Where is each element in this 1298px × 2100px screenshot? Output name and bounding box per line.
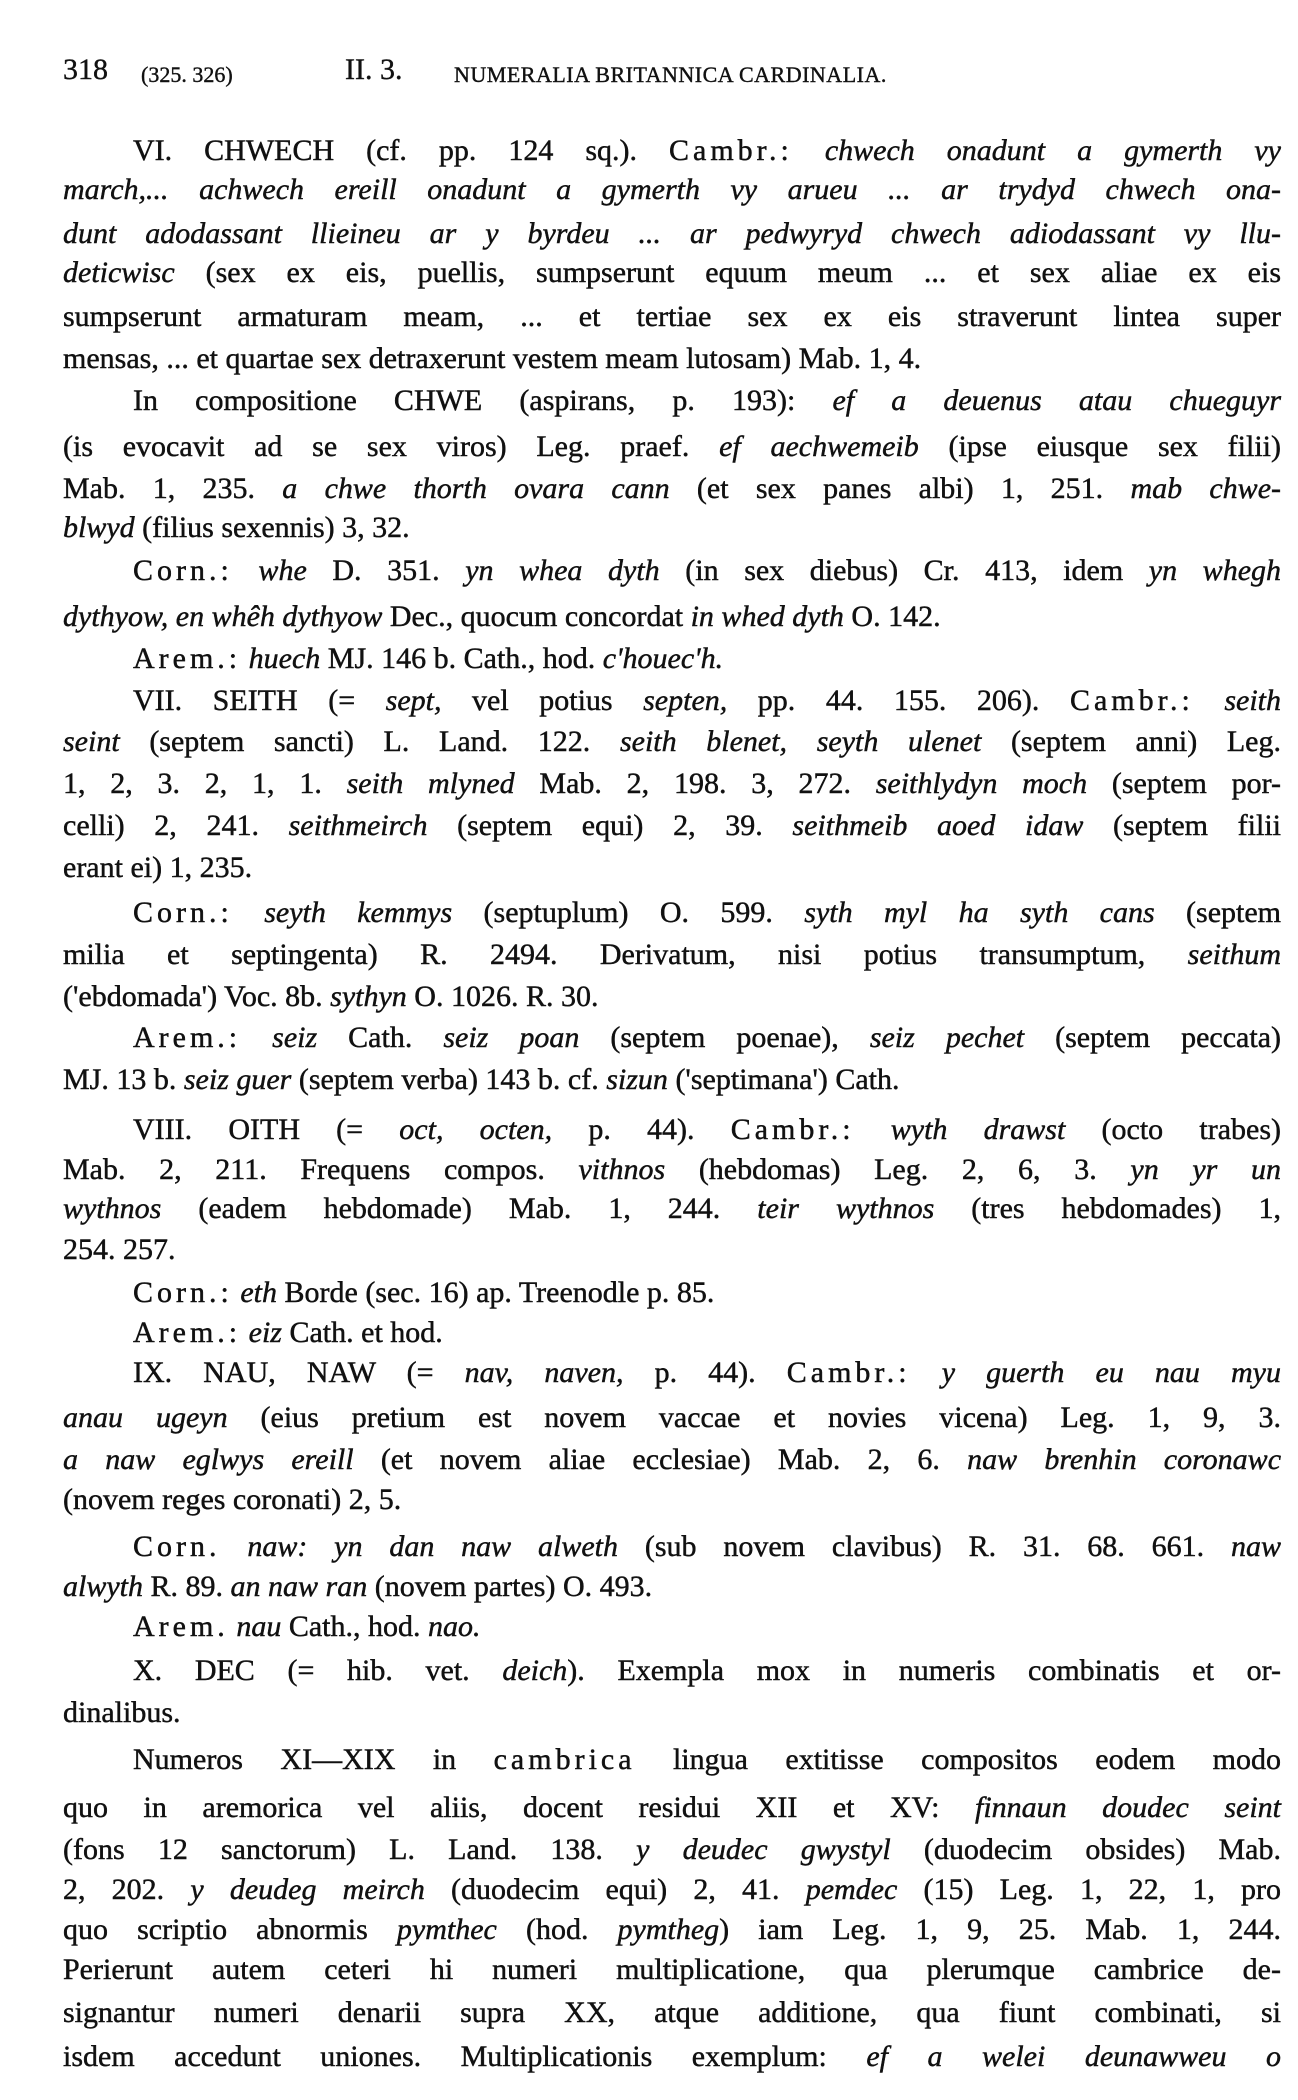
roman-text: erant ei) 1, 235. — [63, 851, 253, 884]
roman-text: ('ebdomada') Voc. 8b. — [63, 980, 331, 1013]
italic-text: in whed dyth — [690, 600, 844, 633]
italic-text: wyth drawst — [854, 1113, 1066, 1146]
roman-text: (15) Leg. 1, 22, 1, pro — [897, 1873, 1281, 1906]
text-line — [63, 253, 1281, 293]
italic-text: pymthec — [396, 1913, 497, 1946]
roman-text: (eadem hebdomade) Mab. 1, 244. — [161, 1192, 758, 1225]
italic-text: c'houec'h. — [602, 642, 724, 675]
roman-text: vel potius — [441, 684, 644, 717]
text-line — [133, 681, 1281, 721]
roman-text: O. 142. — [843, 600, 941, 633]
italic-text: finnaun doudec seint — [974, 1791, 1281, 1824]
text-line — [63, 1788, 1281, 1828]
italic-text: seith blenet, seyth ulenet — [619, 725, 982, 758]
text-line — [63, 508, 1281, 548]
roman-text: (septem filii — [1083, 809, 1281, 842]
text-line — [63, 1993, 1281, 2033]
text-line — [133, 1273, 1281, 1313]
italic-text: y guerth eu nau myu — [910, 1356, 1281, 1389]
roman-text: (septem poenae), — [579, 1021, 870, 1054]
italic-text: dunt adodassant llieineu ar y byrdeu ... ar pedwyryd chwech adiodassant vy llu- — [63, 217, 1281, 250]
section-number: II. 3. — [345, 53, 403, 86]
roman-text: ('septimana') Cath. — [667, 1063, 900, 1096]
text-line — [63, 1830, 1281, 1870]
roman-text: ) iam Leg. 1, 9, 25. Mab. 1, 244. — [719, 1913, 1281, 1946]
spaced-label: Corn. — [133, 1530, 221, 1563]
italic-text: oct, octen, — [399, 1113, 553, 1146]
text-line — [63, 722, 1281, 762]
italic-text: seyth kemmys — [232, 896, 453, 929]
roman-text: (septem equi) 2, 39. — [427, 809, 793, 842]
text-line — [63, 1693, 1281, 1733]
roman-text: D. 351. — [306, 554, 466, 587]
spaced-label: Cambr.: — [669, 134, 793, 167]
italic-text: chwech onadunt a gymerth vy — [792, 134, 1282, 167]
italic-text: seint — [63, 725, 120, 758]
roman-text: In compositione CHWE (aspirans, p. 193): — [133, 384, 833, 417]
text-line — [133, 381, 1281, 421]
text-line — [63, 848, 1281, 888]
roman-text: quo scriptio abnormis — [63, 1913, 397, 1946]
roman-text: (fons 12 sanctorum) L. Land. 138. — [63, 1833, 637, 1866]
italic-text: vithnos — [578, 1153, 666, 1186]
roman-text: (in sex diebus) Cr. 413, idem — [659, 554, 1149, 587]
text-line — [63, 170, 1281, 210]
roman-text: 254. 257. — [63, 1233, 176, 1266]
roman-text: O. 1026. R. 30. — [406, 980, 599, 1013]
italic-text: seithmeib aoed idaw — [792, 809, 1084, 842]
roman-text: MJ. 146 b. Cath., hod. — [320, 642, 603, 675]
roman-text: (septuplum) O. 599. — [452, 896, 805, 929]
roman-text: signantur numeri denarii supra XX, atque additione, qua fiunt combinati, si — [63, 1996, 1281, 2029]
italic-text: deich — [502, 1654, 568, 1687]
text-line — [63, 1440, 1281, 1480]
roman-text: (septem verba) 143 b. cf. — [291, 1063, 607, 1096]
roman-text: (sub novem clavibus) R. 31. 68. 661. — [618, 1530, 1231, 1563]
roman-text: (septem sancti) L. Land. 122. — [119, 725, 620, 758]
roman-text: (duodecim equi) 2, 41. — [424, 1873, 806, 1906]
text-line — [63, 977, 1281, 1017]
roman-text: (septem anni) Leg. — [981, 725, 1281, 758]
roman-text: sumpserunt armaturam meam, ... et tertiae sex ex eis straverunt lintea super — [63, 300, 1281, 333]
italic-text: seiz — [241, 1021, 318, 1054]
text-line — [63, 935, 1281, 975]
text-line — [63, 1567, 1281, 1607]
roman-text: mensas, ... et quartae sex detraxerunt vestem meam lutosam) Mab. 1, 4. — [63, 342, 922, 375]
roman-text: p. 44). — [552, 1113, 731, 1146]
text-line — [63, 1060, 1281, 1100]
roman-text: (hebdomas) Leg. 2, 6, 3. — [665, 1153, 1131, 1186]
text-line — [133, 1740, 1281, 1780]
roman-text: milia et septingenta) R. 2494. Derivatum, nisi potius transumptum, — [63, 938, 1188, 971]
text-line — [133, 1607, 1281, 1647]
italic-text: seith — [1193, 684, 1281, 717]
text-line — [63, 1910, 1281, 1950]
spaced-label: Corn.: — [133, 896, 233, 929]
roman-text: dinalibus. — [63, 1696, 181, 1729]
roman-text: R. 89. — [143, 1570, 231, 1603]
italic-text: seithlydyn moch — [875, 767, 1088, 800]
spaced-label: Arem.: — [133, 1316, 242, 1349]
roman-text: (filius sexennis) 3, 32. — [134, 511, 410, 544]
italic-text: pemdec — [805, 1873, 898, 1906]
roman-text: X. DEC (= hib. vet. — [133, 1654, 503, 1687]
spaced-label: Cambr.: — [786, 1356, 911, 1389]
italic-text: yn yr un — [1130, 1153, 1281, 1186]
original-page-reference: (325. 326) — [141, 62, 233, 87]
italic-text: y deudeg meirch — [190, 1873, 425, 1906]
italic-text: huech — [241, 642, 321, 675]
roman-text: 1, 2, 3. 2, 1, 1. — [63, 767, 347, 800]
italic-text: seithum — [1187, 938, 1281, 971]
text-line — [133, 639, 1281, 679]
italic-text: y deudec gwystyl — [636, 1833, 891, 1866]
italic-text: an naw ran — [230, 1570, 368, 1603]
roman-text: lingua extitisse compositos eodem modo — [635, 1743, 1281, 1776]
italic-text: blwyd — [63, 511, 135, 544]
roman-text: Mab. 2, 198. 3, 272. — [514, 767, 876, 800]
roman-text: (et novem aliae ecclesiae) Mab. 2, 6. — [353, 1443, 968, 1476]
spaced-label: Arem.: — [133, 1021, 242, 1054]
italic-text: ef a deuenus atau chueguyr — [832, 384, 1281, 417]
roman-text: Mab. 2, 211. Frequens compos. — [63, 1153, 579, 1186]
text-line — [133, 1651, 1281, 1691]
italic-text: ef a welei deunawweu o — [866, 2040, 1281, 2073]
italic-text: eth — [232, 1276, 277, 1309]
italic-text: march,... achwech ereill onadunt a gymerth vy arueu ... ar trydyd chwech ona- — [63, 173, 1281, 206]
page-number: 318 — [63, 53, 108, 86]
spaced-label: cambrica — [493, 1743, 636, 1776]
text-line — [63, 597, 1281, 637]
text-line — [133, 131, 1281, 171]
text-line — [133, 1527, 1281, 1567]
text-line — [133, 1018, 1281, 1058]
roman-text: (tres hebdomades) 1, — [934, 1192, 1281, 1225]
roman-text: 2, 202. — [63, 1873, 191, 1906]
italic-text: yn whea dyth — [465, 554, 660, 587]
italic-text: whe — [232, 554, 307, 587]
text-line — [63, 2037, 1281, 2077]
roman-text: VII. SEITH (= — [133, 684, 386, 717]
italic-text: syth myl ha syth cans — [804, 896, 1155, 929]
roman-text: p. 44). — [623, 1356, 787, 1389]
text-line — [133, 893, 1281, 933]
italic-text: nau — [228, 1610, 282, 1643]
italic-text: nao. — [427, 1610, 481, 1643]
italic-text: yn whegh — [1148, 554, 1282, 587]
roman-text: (novem partes) O. 493. — [367, 1570, 653, 1603]
text-line — [63, 1480, 1281, 1520]
italic-text: a chwe thorth ovara cann — [282, 472, 670, 505]
text-line — [133, 1313, 1281, 1353]
italic-text: alwyth — [63, 1570, 143, 1603]
italic-text: wythnos — [63, 1192, 162, 1225]
text-line — [63, 806, 1281, 846]
italic-text: naw brenhin coronawc — [967, 1443, 1282, 1476]
text-line — [133, 1353, 1281, 1393]
italic-text: eiz — [241, 1316, 282, 1349]
roman-text: Cath. et hod. — [281, 1316, 443, 1349]
roman-text: (eius pretium est novem vaccae et novies vicena) Leg. 1, 9, 3. — [227, 1401, 1281, 1434]
roman-text: Perierunt autem ceteri hi numeri multiplicatione, qua plerumque cambrice de- — [63, 1953, 1281, 1986]
spaced-label: Corn.: — [133, 1276, 233, 1309]
italic-text: naw: yn dan naw alweth — [220, 1530, 618, 1563]
spaced-label: Cambr.: — [1069, 684, 1194, 717]
roman-text: MJ. 13 b. — [63, 1063, 184, 1096]
roman-text: (sex ex eis, puellis, sumpserunt equum meum ... et sex aliae ex eis — [174, 256, 1281, 289]
italic-text: seiz guer — [183, 1063, 292, 1096]
italic-text: seith mlyned — [346, 767, 515, 800]
text-line — [133, 1110, 1281, 1150]
spaced-label: Arem. — [133, 1610, 229, 1643]
spaced-label: Corn.: — [133, 554, 233, 587]
text-line — [63, 427, 1281, 467]
spaced-label: Arem.: — [133, 642, 242, 675]
roman-text: Cath., hod. — [281, 1610, 428, 1643]
roman-text: (septem — [1154, 896, 1281, 929]
italic-text: seiz poan — [443, 1021, 580, 1054]
italic-text: seiz pechet — [869, 1021, 1025, 1054]
text-line — [63, 297, 1281, 337]
roman-text: VI. CHWECH (cf. pp. 124 sq.). — [133, 134, 670, 167]
roman-text: (septem por- — [1087, 767, 1281, 800]
text-line — [63, 1870, 1281, 1910]
italic-text: nav, naven, — [464, 1356, 624, 1389]
roman-text: IX. NAU, NAW (= — [133, 1356, 465, 1389]
text-line — [63, 1230, 1281, 1270]
text-line — [63, 469, 1281, 509]
roman-text: (novem reges coronati) 2, 5. — [63, 1483, 402, 1516]
italic-text: anau ugeyn — [63, 1401, 228, 1434]
italic-text: sythyn — [330, 980, 407, 1013]
italic-text: septen, — [643, 684, 728, 717]
roman-text: celli) 2, 241. — [63, 809, 289, 842]
roman-text: Borde (sec. 16) ap. Treenodle p. 85. — [277, 1276, 715, 1309]
text-line — [63, 339, 1281, 379]
italic-text: sept, — [385, 684, 442, 717]
italic-text: teir wythnos — [757, 1192, 935, 1225]
italic-text: pymtheg — [617, 1913, 720, 1946]
italic-text: ef aechwemeib — [719, 430, 919, 463]
roman-text: quo in aremorica vel aliis, docent residui XII et XV: — [63, 1791, 975, 1824]
roman-text: VIII. OITH (= — [133, 1113, 400, 1146]
italic-text: deticwisc — [63, 256, 175, 289]
text-line — [63, 1189, 1281, 1229]
roman-text: (septem peccata) — [1024, 1021, 1282, 1054]
roman-text: (hod. — [496, 1913, 618, 1946]
running-title: NUMERALIA BRITANNICA CARDINALIA. — [454, 62, 887, 87]
roman-text: isdem accedunt uniones. Multiplicationis exemplum: — [63, 2040, 867, 2073]
roman-text: (is evocavit ad se sex viros) Leg. praef. — [63, 430, 720, 463]
roman-text: (duodecim obsides) Mab. — [890, 1833, 1281, 1866]
spaced-label: Cambr.: — [730, 1113, 855, 1146]
italic-text: mab chwe- — [1130, 472, 1281, 505]
text-line — [133, 551, 1281, 591]
text-line — [63, 1398, 1281, 1438]
roman-text: pp. 44. 155. 206). — [727, 684, 1070, 717]
text-line — [63, 764, 1281, 804]
italic-text: a naw eglwys ereill — [63, 1443, 354, 1476]
text-line — [63, 214, 1281, 254]
roman-text: (ipse eiusque sex filii) — [918, 430, 1281, 463]
italic-text: seithmeirch — [288, 809, 428, 842]
italic-text: naw — [1230, 1530, 1281, 1563]
roman-text: (octo trabes) — [1065, 1113, 1281, 1146]
roman-text: Cath. — [317, 1021, 444, 1054]
roman-text: Mab. 1, 235. — [63, 472, 283, 505]
italic-text: sizun — [606, 1063, 668, 1096]
roman-text: Dec., quocum concordat — [382, 600, 691, 633]
text-line — [63, 1950, 1281, 1990]
text-line — [63, 1150, 1281, 1190]
roman-text: ). Exempla mox in numeris combinatis et or- — [567, 1654, 1281, 1687]
roman-text: Numeros XI—XIX in — [133, 1743, 494, 1776]
roman-text: (et sex panes albi) 1, 251. — [669, 472, 1131, 505]
italic-text: dythyow, en whêh dythyow — [63, 600, 383, 633]
